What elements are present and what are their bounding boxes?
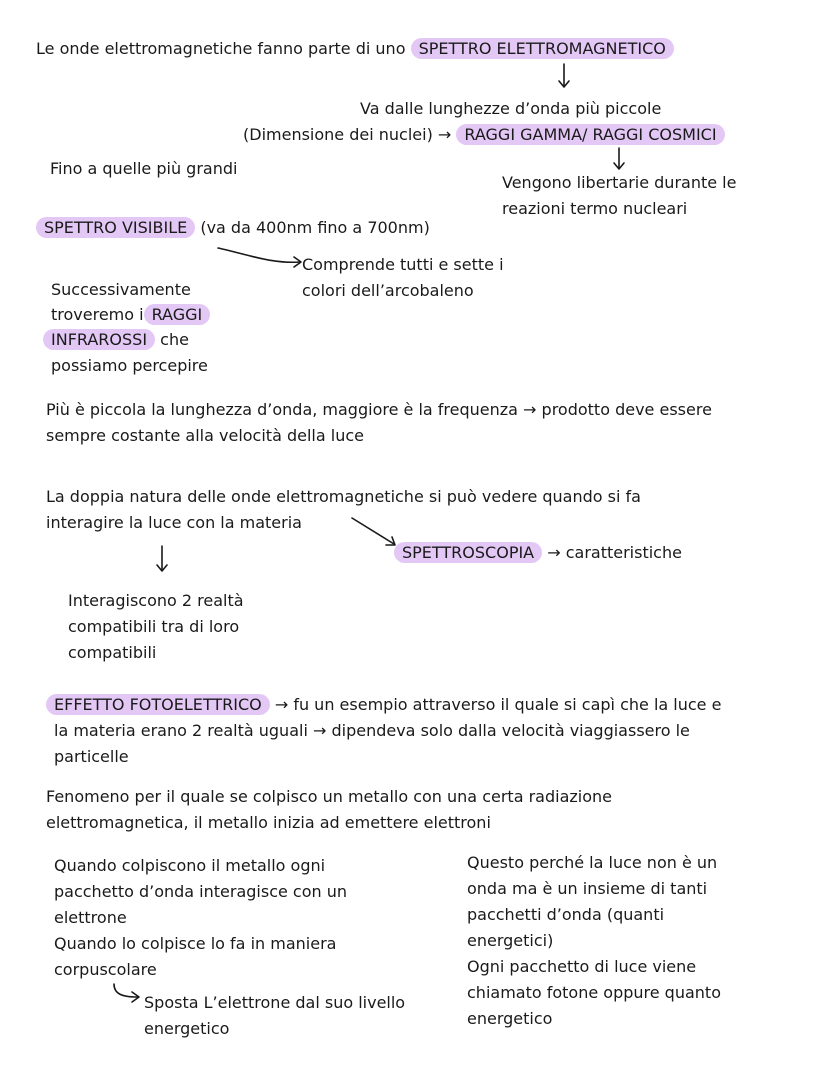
right-col-line-6: chiamato fotone oppure quanto (467, 983, 721, 1002)
infrared-line-1: Successivamente (51, 280, 191, 299)
left-col-line-1: Quando colpiscono il metallo ogni (54, 856, 326, 875)
infrared-line-4: possiamo percepire (51, 356, 208, 375)
duality-note-2: compatibili tra di loro (68, 617, 240, 636)
highlight-spettro-visibile: SPETTRO VISIBILE (36, 217, 195, 238)
highlight-raggi: RAGGI (144, 304, 211, 325)
phenomenon-line-2: elettromagnetica, il metallo inizia ad emettere elettroni (46, 813, 491, 832)
infrared-line-2 (51, 302, 210, 328)
photo-line-1 (46, 692, 721, 718)
intro-line (36, 36, 674, 62)
intro-text: Le onde elettromagnetiche fanno parte di uno (36, 39, 406, 58)
infrared-prefix: troveremo i (51, 305, 144, 324)
visible-note-2: colori dell’arcobaleno (302, 281, 474, 300)
right-col-line-4: energetici) (467, 931, 554, 950)
left-col-note-2: energetico (144, 1019, 230, 1038)
visible-suffix: (va da 400nm fino a 700nm) (200, 218, 430, 237)
frequency-line-1: Più è piccola la lunghezza d’onda, maggiore è la frequenza → prodotto deve essere (46, 400, 712, 419)
infrared-line-3 (43, 327, 189, 353)
phenomenon-line-1: Fenomeno per il quale se colpisco un metallo con una certa radiazione (46, 787, 612, 806)
right-col-line-3: pacchetti d’onda (quanti (467, 905, 665, 924)
visible-note-1: Comprende tutti e sette i (302, 255, 504, 274)
gamma-note-2: reazioni termo nucleari (502, 199, 688, 218)
right-col-line-5: Ogni pacchetto di luce viene (467, 957, 697, 976)
highlight-effetto-fotoelettrico: EFFETTO FOTOELETTRICO (46, 694, 270, 715)
diagonal-arrow-icon (350, 514, 400, 550)
photo-line-3: particelle (54, 747, 129, 766)
visible-line (36, 215, 430, 241)
highlight-infrarossi: INFRAROSSI (43, 329, 155, 350)
gamma-line-2 (243, 122, 725, 148)
infrared-suffix: che (160, 330, 189, 349)
photo-line-2: la materia erano 2 realtà uguali → dipendeva solo dalla velocità viaggiassero le (54, 721, 690, 740)
curved-arrow-icon (216, 244, 306, 270)
right-col-line-1: Questo perché la luce non è un (467, 853, 718, 872)
left-col-line-5: corpuscolare (54, 960, 157, 979)
frequency-line-2: sempre costante alla velocità della luce (46, 426, 364, 445)
highlight-raggi-gamma: RAGGI GAMMA/ RAGGI COSMICI (456, 124, 724, 145)
right-col-line-7: energetico (467, 1009, 553, 1028)
left-col-line-4: Quando lo colpisce lo fa in maniera (54, 934, 337, 953)
hook-arrow-icon (110, 982, 144, 1006)
spectro-suffix: → caratteristiche (547, 543, 682, 562)
duality-line-1: La doppia natura delle onde elettromagnetiche si può vedere quando si fa (46, 487, 641, 506)
gamma-prefix: (Dimensione dei nuclei) → (243, 125, 452, 144)
highlight-spettroscopia: SPETTROSCOPIA (394, 542, 542, 563)
gamma-line-1: Va dalle lunghezze d’onda più piccole (360, 99, 662, 118)
highlight-spettro-elettromagnetico: SPETTRO ELETTROMAGNETICO (411, 38, 674, 59)
duality-note-3: compatibili (68, 643, 157, 662)
down-arrow-icon (154, 544, 170, 574)
duality-note-1: Interagiscono 2 realtà (68, 591, 244, 610)
down-arrow-icon (556, 62, 572, 90)
right-col-line-2: onda ma è un insieme di tanti (467, 879, 708, 898)
biggest-line: Fino a quelle più grandi (50, 159, 238, 178)
left-col-note-1: Sposta L’elettrone dal suo livello (144, 993, 406, 1012)
left-col-line-2: pacchetto d’onda interagisce con un (54, 882, 348, 901)
left-col-line-3: elettrone (54, 908, 127, 927)
duality-line-2: interagire la luce con la materia (46, 513, 302, 532)
spectroscopy-line (394, 540, 682, 566)
photo-suffix: → fu un esempio attraverso il quale si capì che la luce e (274, 695, 722, 714)
down-arrow-icon (611, 146, 627, 172)
gamma-note-1: Vengono libertarie durante le (502, 173, 737, 192)
